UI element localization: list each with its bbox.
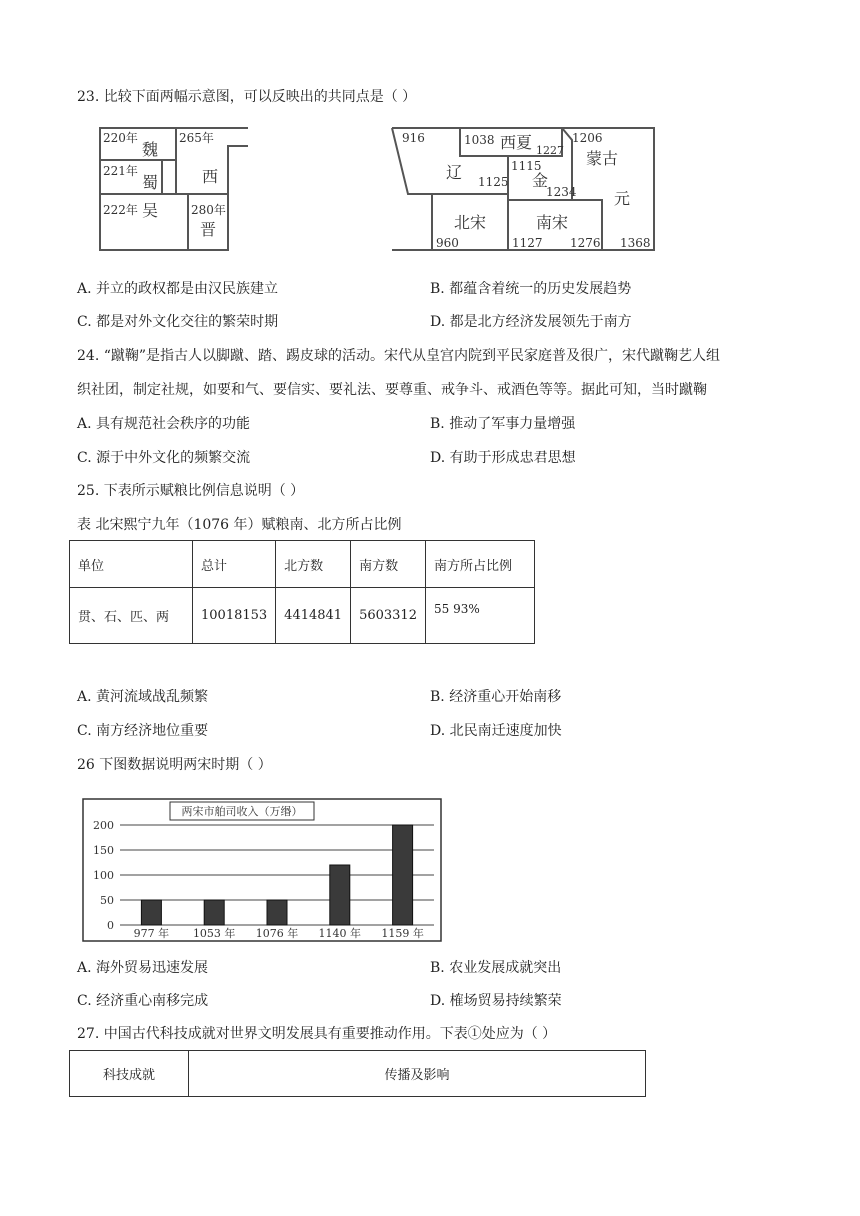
y1127: 1127 [512, 236, 543, 250]
shu-label: 蜀 [142, 173, 159, 192]
xixia-label: 西夏 [500, 133, 533, 152]
q25-header-total: 总计 [193, 541, 276, 588]
q27-header-influence: 传播及影响 [189, 1051, 646, 1097]
jin-label: 西 [202, 167, 219, 186]
y-tick-label: 150 [93, 844, 114, 857]
q24-option-c[interactable]: C. 源于中外文化的频繁交流 [77, 450, 251, 466]
q25-header-ratio: 南方所占比例 [425, 541, 534, 588]
q26-stem: 26 下图数据说明两宋时期（ ） [77, 757, 272, 773]
y-tick-label: 50 [100, 894, 114, 907]
q24-option-d[interactable]: D. 有助于形成忠君思想 [430, 450, 576, 466]
q26-option-b[interactable]: B. 农业发展成就突出 [430, 960, 562, 976]
q25-option-d[interactable]: D. 北民南迁速度加快 [430, 723, 562, 739]
bar [330, 865, 350, 925]
menggu-label: 蒙古 [586, 149, 619, 168]
x-tick-label: 977 年 [133, 927, 170, 940]
y-tick-label: 200 [93, 819, 114, 832]
q26-option-a[interactable]: A. 海外贸易迅速发展 [77, 960, 209, 976]
q25-option-a[interactable]: A. 黄河流域战乱频繁 [77, 689, 209, 705]
q25-table-caption: 表 北宋熙宁九年（1076 年）赋粮南、北方所占比例 [77, 517, 402, 533]
q26-option-d[interactable]: D. 榷场贸易持续繁荣 [430, 993, 562, 1009]
wu-label: 吴 [142, 201, 159, 220]
bar [204, 900, 224, 925]
q24-stem-line1: 24. “蹴鞠”是指古人以脚蹴、踏、踢皮球的活动。宋代从皇宫内院到平民家庭普及很广，宋代蹴鞠艺人组 [77, 348, 721, 364]
q27-header-achievement: 科技成就 [70, 1051, 189, 1097]
bar [393, 825, 413, 925]
y-tick-label: 0 [107, 919, 114, 932]
jin-year: 265年 [179, 131, 214, 145]
wu-year: 222年 [103, 203, 138, 217]
q24-stem-line2: 织社团，制定社规，如要和气、要信实、要礼法、要尊重、戒争斗、戒酒色等等。据此可知，当时蹴鞠 [77, 382, 707, 398]
y-tick-label: 100 [93, 869, 114, 882]
x-tick-label: 1053 年 [192, 927, 236, 940]
shu-year: 221年 [103, 164, 138, 178]
q25-header-north: 北方数 [276, 541, 351, 588]
q25-cell-north: 4414841 [276, 588, 351, 644]
y1206: 1206 [572, 131, 603, 145]
bar [141, 900, 161, 925]
jin-state-label: 金 [532, 171, 549, 190]
q23-option-a[interactable]: A. 并立的政权都是由汉民族建立 [77, 281, 279, 297]
wei-label: 魏 [142, 140, 159, 159]
q23-option-c[interactable]: C. 都是对外文化交往的繁荣时期 [77, 314, 279, 330]
q25-cell-total: 10018153 [193, 588, 276, 644]
y1038: 1038 [464, 133, 495, 147]
q27-stem: 27. 中国古代科技成就对世界文明发展具有重要推动作用。下表①处应为（ ） [77, 1026, 557, 1042]
liao-label: 辽 [446, 163, 463, 182]
y960: 960 [436, 236, 459, 250]
chart-title: 两宋市舶司收入（万缗） [181, 805, 303, 818]
wei-year: 220年 [103, 131, 138, 145]
q25-cell-ratio: 55 93% [425, 588, 534, 644]
yuan-label: 元 [614, 189, 631, 208]
bar [267, 900, 287, 925]
q23-stem: 23. 比较下面两幅示意图，可以反映出的共同点是（ ） [77, 89, 417, 105]
q25-cell-unit: 贯、石、匹、两 [70, 588, 193, 644]
q26-option-c[interactable]: C. 经济重心南移完成 [77, 993, 209, 1009]
y1115: 1115 [511, 159, 542, 173]
y1227: 1227 [536, 144, 564, 157]
beisong-label: 北宋 [454, 213, 487, 232]
y916: 916 [402, 131, 425, 145]
q25-option-b[interactable]: B. 经济重心开始南移 [430, 689, 562, 705]
jin280-label: 晋 [200, 220, 217, 239]
q25-cell-south: 5603312 [351, 588, 426, 644]
x-tick-label: 1140 年 [318, 927, 362, 940]
y1125: 1125 [478, 175, 509, 189]
q25-option-c[interactable]: C. 南方经济地位重要 [77, 723, 209, 739]
q25-header-south: 南方数 [351, 541, 426, 588]
x-tick-label: 1159 年 [381, 927, 424, 940]
q23-option-b[interactable]: B. 都蕴含着统一的历史发展趋势 [430, 281, 632, 297]
song-period-map [390, 126, 656, 254]
q23-option-d[interactable]: D. 都是北方经济发展领先于南方 [430, 314, 632, 330]
x-tick-label: 1076 年 [255, 927, 299, 940]
q26-bar-chart [82, 798, 444, 944]
y1276: 1276 [570, 236, 601, 250]
three-kingdoms-map [98, 126, 250, 254]
nansong-label: 南宋 [536, 213, 569, 232]
q27-table [69, 1050, 646, 1097]
jin280-year: 280年 [191, 203, 226, 217]
q25-stem: 25. 下表所示赋粮比例信息说明（ ） [77, 483, 305, 499]
q25-table [69, 540, 535, 644]
q25-header-unit: 单位 [70, 541, 193, 588]
q24-option-a[interactable]: A. 具有规范社会秩序的功能 [77, 416, 251, 432]
y1368: 1368 [620, 236, 651, 250]
q24-option-b[interactable]: B. 推动了军事力量增强 [430, 416, 576, 432]
y1234: 1234 [546, 185, 577, 199]
